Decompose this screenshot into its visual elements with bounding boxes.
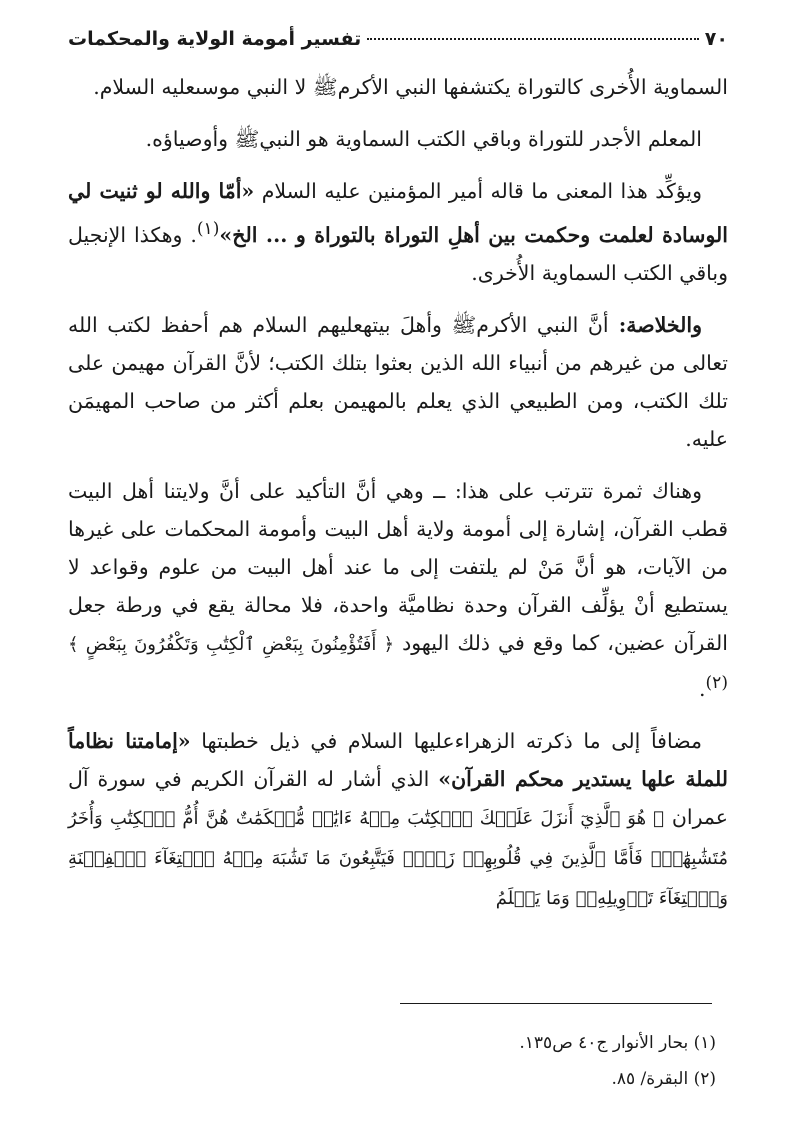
body-text bbox=[68, 68, 728, 918]
footnote-1: (١) بحار الأنوار ج٤٠ ص١٣٥. bbox=[519, 1033, 716, 1053]
paragraph-6 bbox=[68, 722, 728, 918]
quran-verse-2: ﴿ هُوَ ٱلَّذِيٓ أَنزَلَ عَلَيۡكَ ٱلۡكِتَٰبَ مِنۡهُ ءَايَٰتٞ مُّحۡكَمَٰتٌ هُنَّ أُمُّ ٱلۡكِتَٰبِ وَأُخَرُ مُتَشَٰبِهَٰتٞۖ فَأَمَّا ٱلَّذِينَ فِي قُلُوبِهِمۡ زَيۡغٞ فَيَتَّبِعُونَ مَا تَشَٰبَهَ مِنۡهُ ٱبۡتِغَآءَ ٱلۡفِتۡنَةِ وَٱبۡتِغَآءَ تَأۡوِيلِهِۦۗ وَمَا يَعۡلَمُ bbox=[68, 807, 728, 909]
footnote-separator bbox=[400, 1003, 712, 1004]
paragraph-4-text: أنَّ النبي الأكرمﷺ وأهلَ بيتهعليهم السلام هم أحفظ لكتب الله تعالى من غيرهم من أنبياء الله الذين بعثوا بتلك الكتب؛ لأنَّ القرآن مهيمن على تلك الكتب، ومن الطبيعي الذي يعلم بالمهيمن بعلم أكثر من صاحب المهيمَن عليه. bbox=[68, 312, 728, 451]
paragraph-3-text-a: ويؤكِّد هذا المعنى ما قاله أمير المؤمنين عليه السلام bbox=[254, 179, 702, 203]
summary-label: والخلاصة: bbox=[608, 312, 702, 337]
paragraph-2 bbox=[68, 120, 728, 158]
page-number: ٧٠ bbox=[704, 28, 728, 50]
paragraph-2-text: المعلم الأجدر للتوراة وباقي الكتب السماوية هو النبيﷺ وأوصياؤه. bbox=[145, 127, 702, 151]
hadith-quote-2: «إمامتنا نظاماً للملة علها يستدير محكم القرآن» bbox=[68, 728, 728, 791]
footnotes bbox=[519, 1025, 716, 1097]
hadith-quote-1: «أمّا والله لو ثنيت لي الوسادة لعلمت وحكمت بين أهلِ التوراة بالتوراة و ... الخ» bbox=[68, 179, 728, 247]
book-title: تفسير أمومة الولاية والمحكمات bbox=[68, 28, 362, 50]
paragraph-3-text-b: . وهكذا الإنجيل وباقي الكتب السماوية الأُخرى. bbox=[68, 222, 728, 285]
document-page bbox=[68, 28, 728, 932]
paragraph-6-text-b: الذي أشار له القرآن الكريم في سورة آل عمران bbox=[68, 766, 728, 829]
paragraph-5-text-b: . bbox=[698, 676, 706, 701]
paragraph-5-text-a: وهناك ثمرة تترتب على هذا: ــ وهي أنَّ التأكيد على أنَّ ولايتنا أهل البيت قطب القرآن، إشارة إلى أمومة ولاية أهل البيت وأمومة المحكمات على غيرها من الآيات، هو أنَّ مَنْ لم يلتفت إلى ما عند أهل البيت من علوم وقواعد لا يستطيع أنْ يؤلِّف القرآن وحدة نظاميَّة واحدة، فلا محالة يقع في ورطة جعل القرآن عضين، كما وقع في ذلك اليهود bbox=[68, 478, 728, 655]
paragraph-5 bbox=[68, 472, 728, 708]
paragraph-1 bbox=[68, 68, 728, 106]
paragraph-4 bbox=[68, 306, 728, 458]
quran-verse-1: ﴿ أَفَتُؤْمِنُونَ بِبَعْضِ ٱلْكِتَٰبِ وَتَكْفُرُونَ بِبَعْضٍ ﴾ bbox=[68, 633, 395, 655]
footnote-2: (٢) البقرة/ ٨٥. bbox=[611, 1069, 716, 1089]
running-header bbox=[68, 28, 728, 54]
paragraph-1-text: السماوية الأُخرى كالتوراة يكتشفها النبي الأكرمﷺ لا النبي موسىعليه السلام. bbox=[93, 75, 728, 99]
footnote-ref-1[interactable]: (١) bbox=[196, 219, 220, 239]
header-dot-leader bbox=[367, 38, 698, 40]
paragraph-6-text-a: مضافاً إلى ما ذكرته الزهراءعليها السلام في ذيل خطبتها bbox=[190, 728, 702, 753]
footnote-ref-2[interactable]: (٢) bbox=[705, 672, 728, 693]
paragraph-3 bbox=[68, 172, 728, 292]
